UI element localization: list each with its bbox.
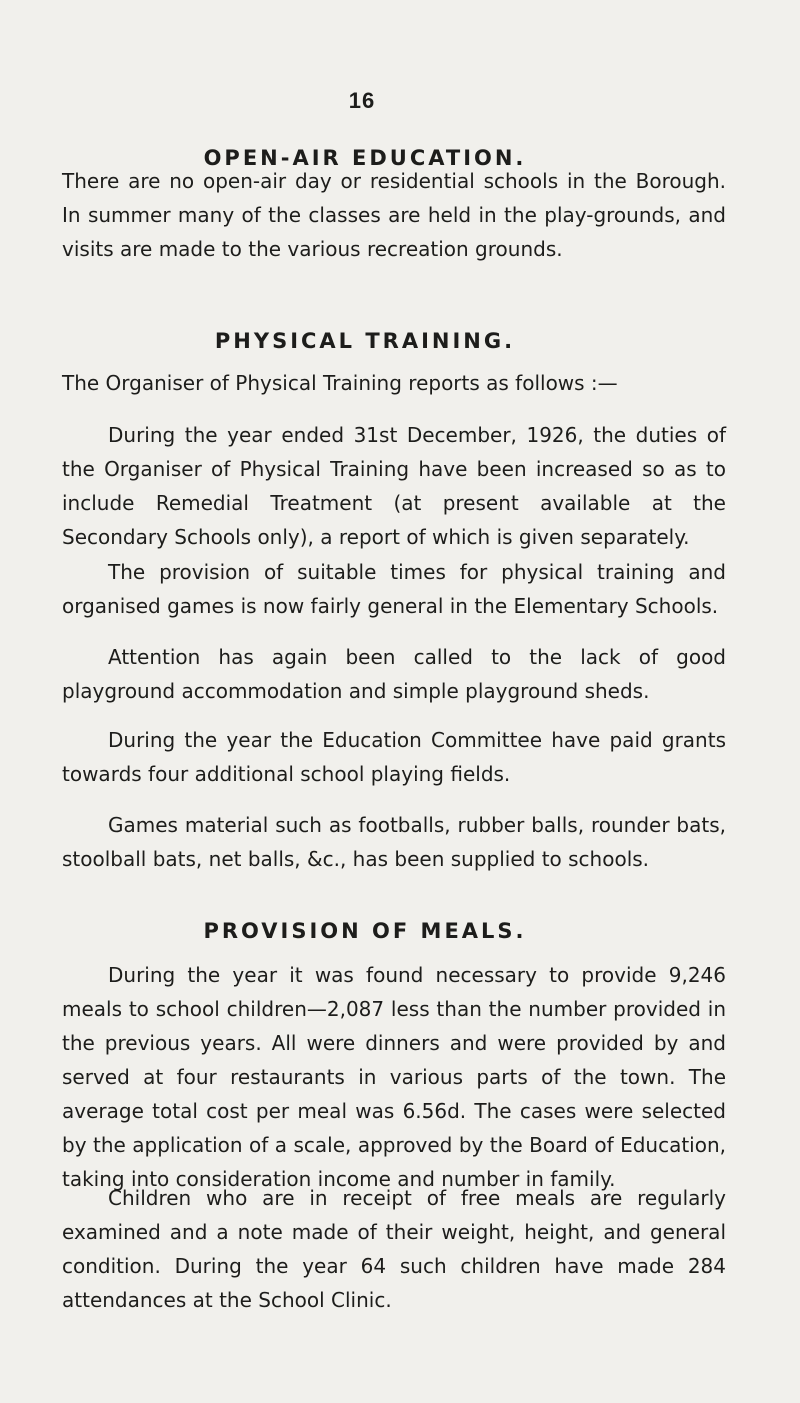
- paragraph-meals-1: During the year it was found necessary to provide 9,246 meals to school children—2,087 less than the number provided in the previous years. All were dinners and were provided by and served at four restaurants in various parts of the town. The average total cost per meal was 6.56d. The cases were selected by the application of a scale, approved by the Board of Education, taking into consideration income and number in family.: [62, 963, 726, 1191]
- heading-provision-of-meals: PROVISION OF MEALS.: [203, 919, 527, 943]
- heading-open-air-education: OPEN-AIR EDUCATION.: [203, 146, 527, 170]
- paragraph-physical-training-1: During the year ended 31st December, 1926, the duties of the Organiser of Physical Training have been increased so as to include Remedial Treatment (at present available at the Secondary Schools only), a report of which is given separately.: [62, 423, 726, 549]
- paragraph-physical-training-3: Attention has again been called to the lack of good playground accommodation and simple playground sheds.: [62, 645, 726, 703]
- page-number: 16: [348, 88, 376, 113]
- paragraph-open-air-text: There are no open-air day or residential schools in the Borough. In summer many of the classes are held in the play-grounds, and visits are made to the various recreation grounds.: [62, 169, 726, 261]
- paragraph-meals-2: Children who are in receipt of free meals are regularly examined and a note made of their weight, height, and general condition. During the year 64 such children have made 284 attendances at the School Clinic.: [62, 1186, 726, 1312]
- paragraph-physical-training-4: During the year the Education Committee have paid grants towards four additional school playing fields.: [62, 728, 726, 786]
- paragraph-open-air: [62, 164, 726, 266]
- paragraph-physical-training-2: The provision of suitable times for physical training and organised games is now fairly general in the Elementary Schools.: [62, 560, 726, 618]
- paragraph-physical-training-intro: The Organiser of Physical Training reports as follows :—: [62, 371, 618, 395]
- heading-physical-training: PHYSICAL TRAINING.: [214, 329, 516, 353]
- paragraph-physical-training-5: Games material such as footballs, rubber balls, rounder bats, stoolball bats, net balls, &c., has been supplied to schools.: [62, 813, 726, 871]
